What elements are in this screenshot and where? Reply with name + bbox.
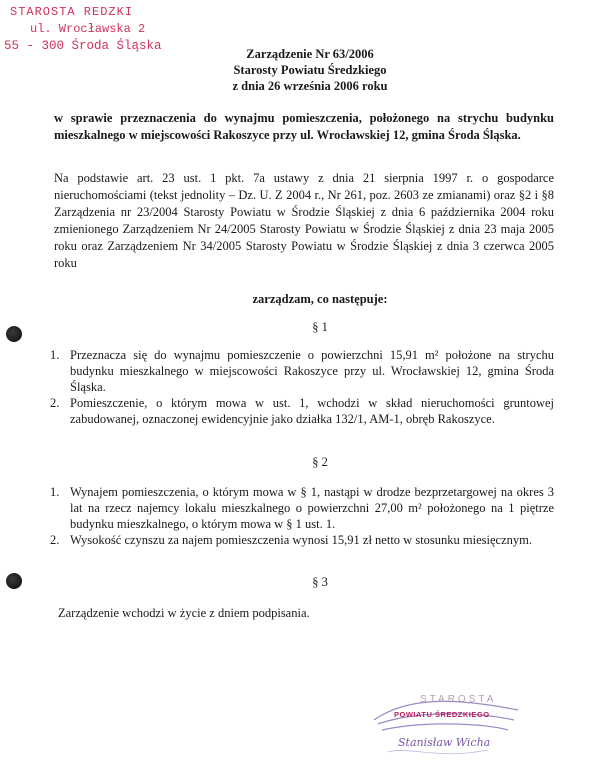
entry-into-force-text: Zarządzenie wchodzi w życie z dniem podpisania. xyxy=(58,606,310,620)
document-title: Zarządzenie Nr 63/2006 xyxy=(246,47,374,61)
list-item-text: Pomieszczenie, o którym mowa w ust. 1, wchodzi w skład nieruchomości gruntowej zabudowanej, oznaczonej ewidencyjnie jako działka 132/1, AM-1, obręb Rakoszyce. xyxy=(70,396,554,426)
document-date: z dnia 26 września 2006 roku xyxy=(232,79,388,93)
signatory-name: Stanisław Wicha xyxy=(398,736,491,749)
list-item xyxy=(36,395,554,427)
list-item-text: Wysokość czynszu za najem pomieszczenia wynosi 15,91 zł netto w stosunku miesięcznym. xyxy=(70,533,532,547)
signature-stamp-office: POWIATU ŚREDZKIEGO xyxy=(394,710,490,719)
section-heading-1: § 1 xyxy=(312,320,328,334)
section-1-list xyxy=(36,347,554,427)
list-item-text: Wynajem pomieszczenia, o którym mowa w § 1, nastąpi w drodze bezprzetargowej na okres 3 lat na rzecz najemcy lokalu mieszkalnego o powierzchni 27,00 m² położonego na 1 piętrze budynku mieszkalnego, o którym mowa w § 1 ust. 1. xyxy=(70,485,554,531)
document-header xyxy=(0,46,600,94)
list-item xyxy=(36,484,554,532)
section-heading-2: § 2 xyxy=(312,455,328,469)
signature-stamp-title: STAROSTA xyxy=(420,694,497,705)
decree-statement: zarządzam, co następuje: xyxy=(252,292,388,306)
signature-block xyxy=(368,690,528,770)
document-subject: w sprawie przeznaczenia do wynajmu pomieszczenia, położonego na strychu budynku mieszkalnego w miejscowości Rakoszyce przy ul. Wrocławskiej 12, gmina Środa Śląska. xyxy=(54,111,554,142)
list-item xyxy=(36,532,554,548)
list-item-text: Przeznacza się do wynajmu pomieszczenie o powierzchni 15,91 m² położone na strychu budynku mieszkalnego w miejscowości Rakoszyce przy ul. Wrocławskiej 12, gmina Środa Śląska. xyxy=(70,348,554,394)
office-stamp-line-2: ul. Wrocławska 2 xyxy=(30,22,146,36)
section-heading-3: § 3 xyxy=(312,575,328,589)
list-item-number: 2. xyxy=(50,533,60,547)
list-item-number: 2. xyxy=(50,396,60,410)
office-stamp-line-1: STAROSTA REDZKI xyxy=(10,5,134,19)
legal-basis-paragraph: Na podstawie art. 23 ust. 1 pkt. 7a ustawy z dnia 21 sierpnia 1997 r. o gospodarce nieruchomościami (tekst jednolity – Dz. U. Z 2004 r., Nr 261, poz. 2603 ze zmianami) oraz §2 i §8 Zarządzenia nr 23/2004 Starosty Powiatu w Środzie Śląskiej z dnia 6 października 2004 roku zmienionego Zarządzeniem Nr 24/2005 Starosty Powiatu w Środzie Śląskiej z dnia 23 maja 2005 roku oraz Zarządzeniem Nr 34/2005 Starosty Powiatu w Środzie Śląskiej z dnia 3 czerwca 2005 roku xyxy=(54,171,554,270)
section-2-list xyxy=(36,484,554,548)
list-item xyxy=(36,347,554,395)
document-issuer: Starosty Powiatu Średzkiego xyxy=(233,63,387,77)
list-item-number: 1. xyxy=(50,485,60,499)
list-item-number: 1. xyxy=(50,348,60,362)
office-stamp-line-3: 55 - 300 Środa Śląska xyxy=(4,39,162,53)
